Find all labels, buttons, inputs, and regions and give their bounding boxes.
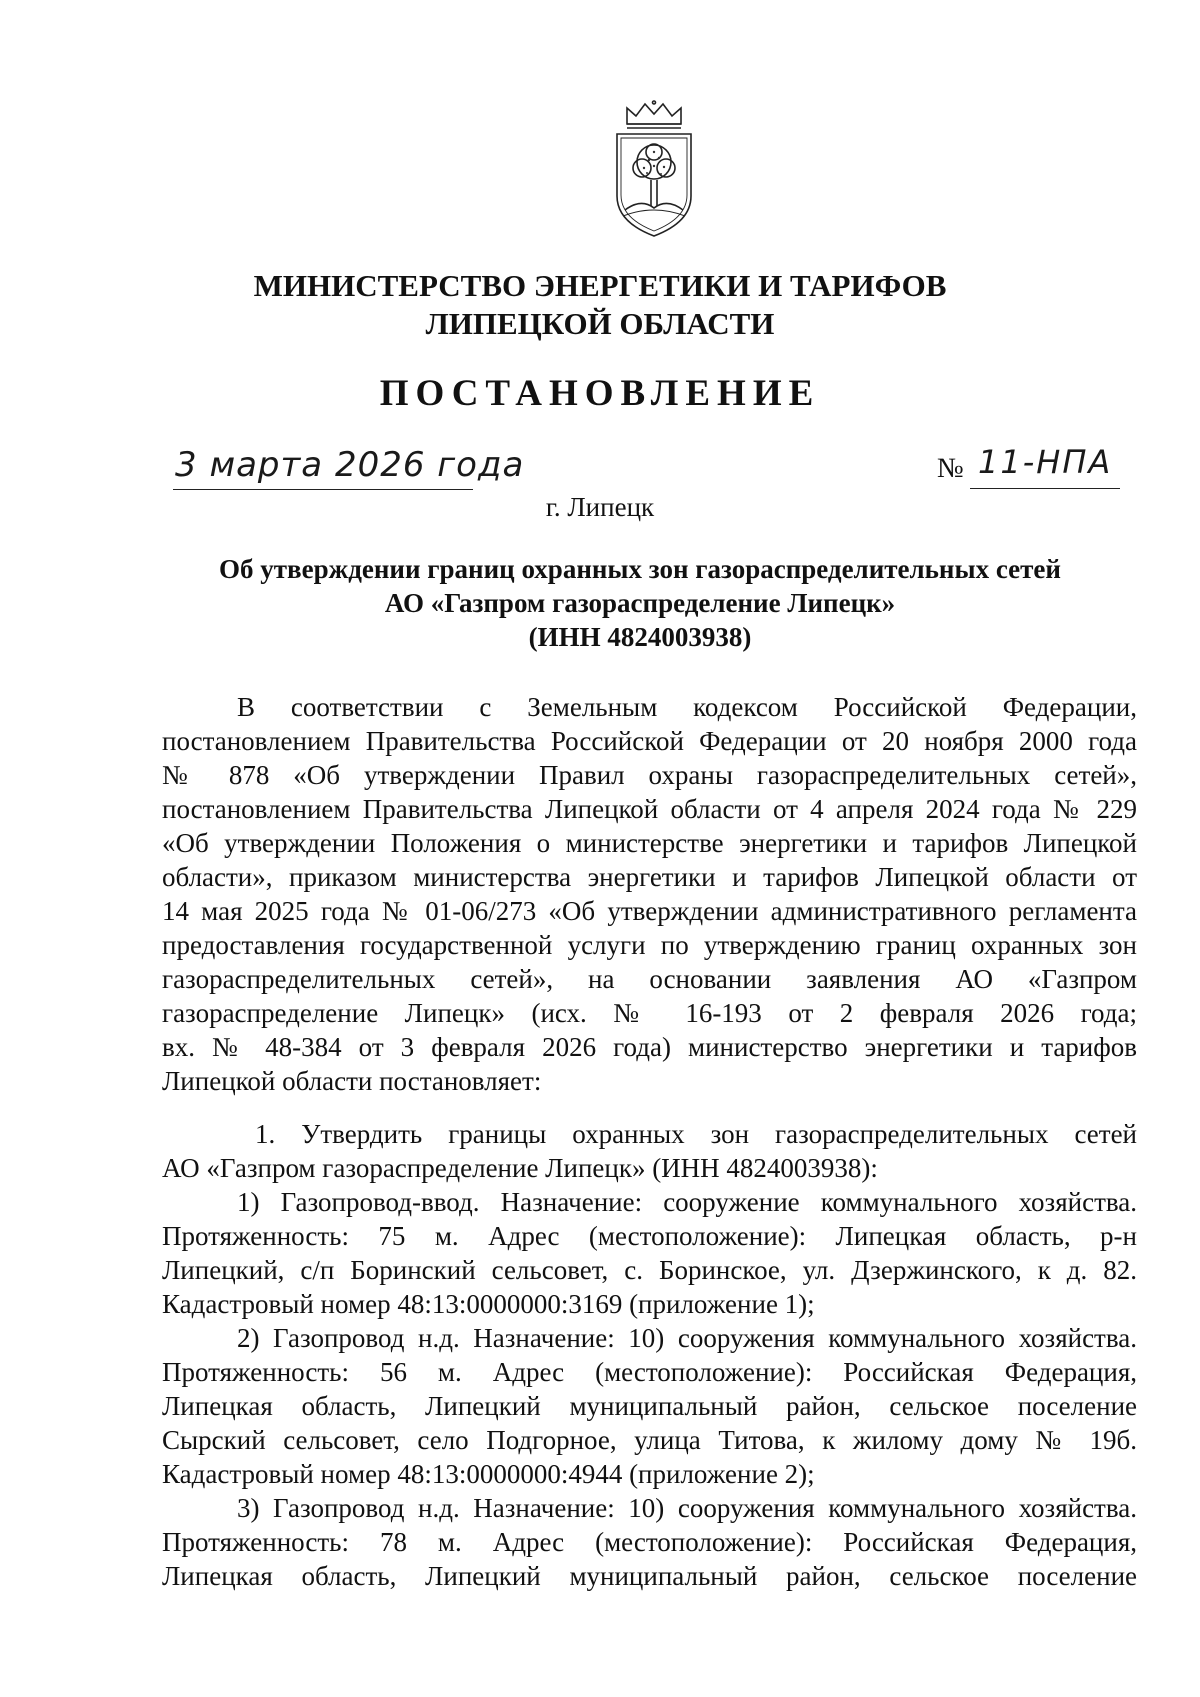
item-line: Кадастровый номер 48:13:0000000:3169 (приложение 1); — [162, 1289, 815, 1319]
document-title-line2: АО «Газпром газораспределение Липецк» — [384, 588, 896, 618]
document-date: 3 марта 2026 года — [175, 445, 525, 485]
item-line: Протяженность: 56 м. Адрес (местоположение): Российская Федерация, — [162, 1357, 1137, 1387]
preamble-line: № 878 «Об утверждении Правил охраны газораспределительных сетей», — [162, 760, 1137, 790]
preamble-line: 14 мая 2025 года № 01-06/273 «Об утверждении административного регламента — [162, 896, 1137, 926]
item-line: Протяженность: 75 м. Адрес (местоположение): Липецкая область, р-н — [162, 1221, 1137, 1251]
preamble-line: Липецкой области постановляет: — [162, 1066, 542, 1096]
preamble-line: предоставления государственной услуги по утверждению границ охранных зон — [162, 930, 1137, 960]
item-line: Липецкая область, Липецкий муниципальный район, сельское поселение — [162, 1391, 1137, 1421]
date-underline — [173, 489, 473, 490]
preamble-line: вх. № 48-384 от 3 февраля 2026 года) министерство энергетики и тарифов — [162, 1032, 1137, 1062]
item-line: 3) Газопровод н.д. Назначение: 10) сооружения коммунального хозяйства. — [237, 1493, 1137, 1523]
clause-line: 1. Утвердить границы охранных зон газораспределительных сетей — [255, 1119, 1137, 1149]
preamble-line: В соответствии с Земельным кодексом Российской Федерации, — [237, 692, 1137, 722]
coat-of-arms-emblem — [609, 100, 699, 250]
preamble-line: «Об утверждении Положения о министерстве энергетики и тарифов Липецкой — [162, 828, 1137, 858]
number-underline — [970, 488, 1120, 489]
preamble-line: постановлением Правительства Липецкой области от 4 апреля 2024 года № 229 — [162, 794, 1137, 824]
preamble-line: газораспределительных сетей», на основании заявления АО «Газпром — [162, 964, 1137, 994]
item-line: Кадастровый номер 48:13:0000000:4944 (приложение 2); — [162, 1459, 815, 1489]
preamble-line: постановлением Правительства Российской Федерации от 20 ноября 2000 года — [162, 726, 1137, 756]
preamble-line: области», приказом министерства энергетики и тарифов Липецкой области от — [162, 862, 1137, 892]
item-line: Сырский сельсовет, село Подгорное, улица Титова, к жилому дому № 19б. — [162, 1425, 1137, 1455]
document-title-line1: Об утверждении границ охранных зон газораспределительных сетей — [219, 554, 1061, 584]
ministry-name-line2: ЛИПЕЦКОЙ ОБЛАСТИ — [425, 306, 775, 341]
document-number-sign: № — [937, 453, 964, 484]
item-line: 2) Газопровод н.д. Назначение: 10) сооружения коммунального хозяйства. — [237, 1323, 1137, 1353]
ministry-name-line1: МИНИСТЕРСТВО ЭНЕРГЕТИКИ И ТАРИФОВ — [253, 268, 947, 303]
item-line: 1) Газопровод-ввод. Назначение: сооружение коммунального хозяйства. — [237, 1187, 1137, 1217]
item-line: Липецкая область, Липецкий муниципальный район, сельское поселение — [162, 1561, 1137, 1591]
item-line: Липецкий, с/п Боринский сельсовет, с. Боринское, ул. Дзержинского, к д. 82. — [162, 1255, 1137, 1285]
document-number: 11-НПА — [978, 443, 1113, 481]
preamble-line: газораспределение Липецк» (исх. № 16-193 от 2 февраля 2026 года; — [162, 998, 1137, 1028]
document-title-line3: (ИНН 4824003938) — [528, 622, 752, 652]
document-city: г. Липецк — [545, 492, 655, 522]
item-line: Протяженность: 78 м. Адрес (местоположение): Российская Федерация, — [162, 1527, 1137, 1557]
clause-line: АО «Газпром газораспределение Липецк» (ИНН 4824003938): — [162, 1153, 878, 1183]
document-type-heading: ПОСТАНОВЛЕНИЕ — [379, 373, 821, 414]
